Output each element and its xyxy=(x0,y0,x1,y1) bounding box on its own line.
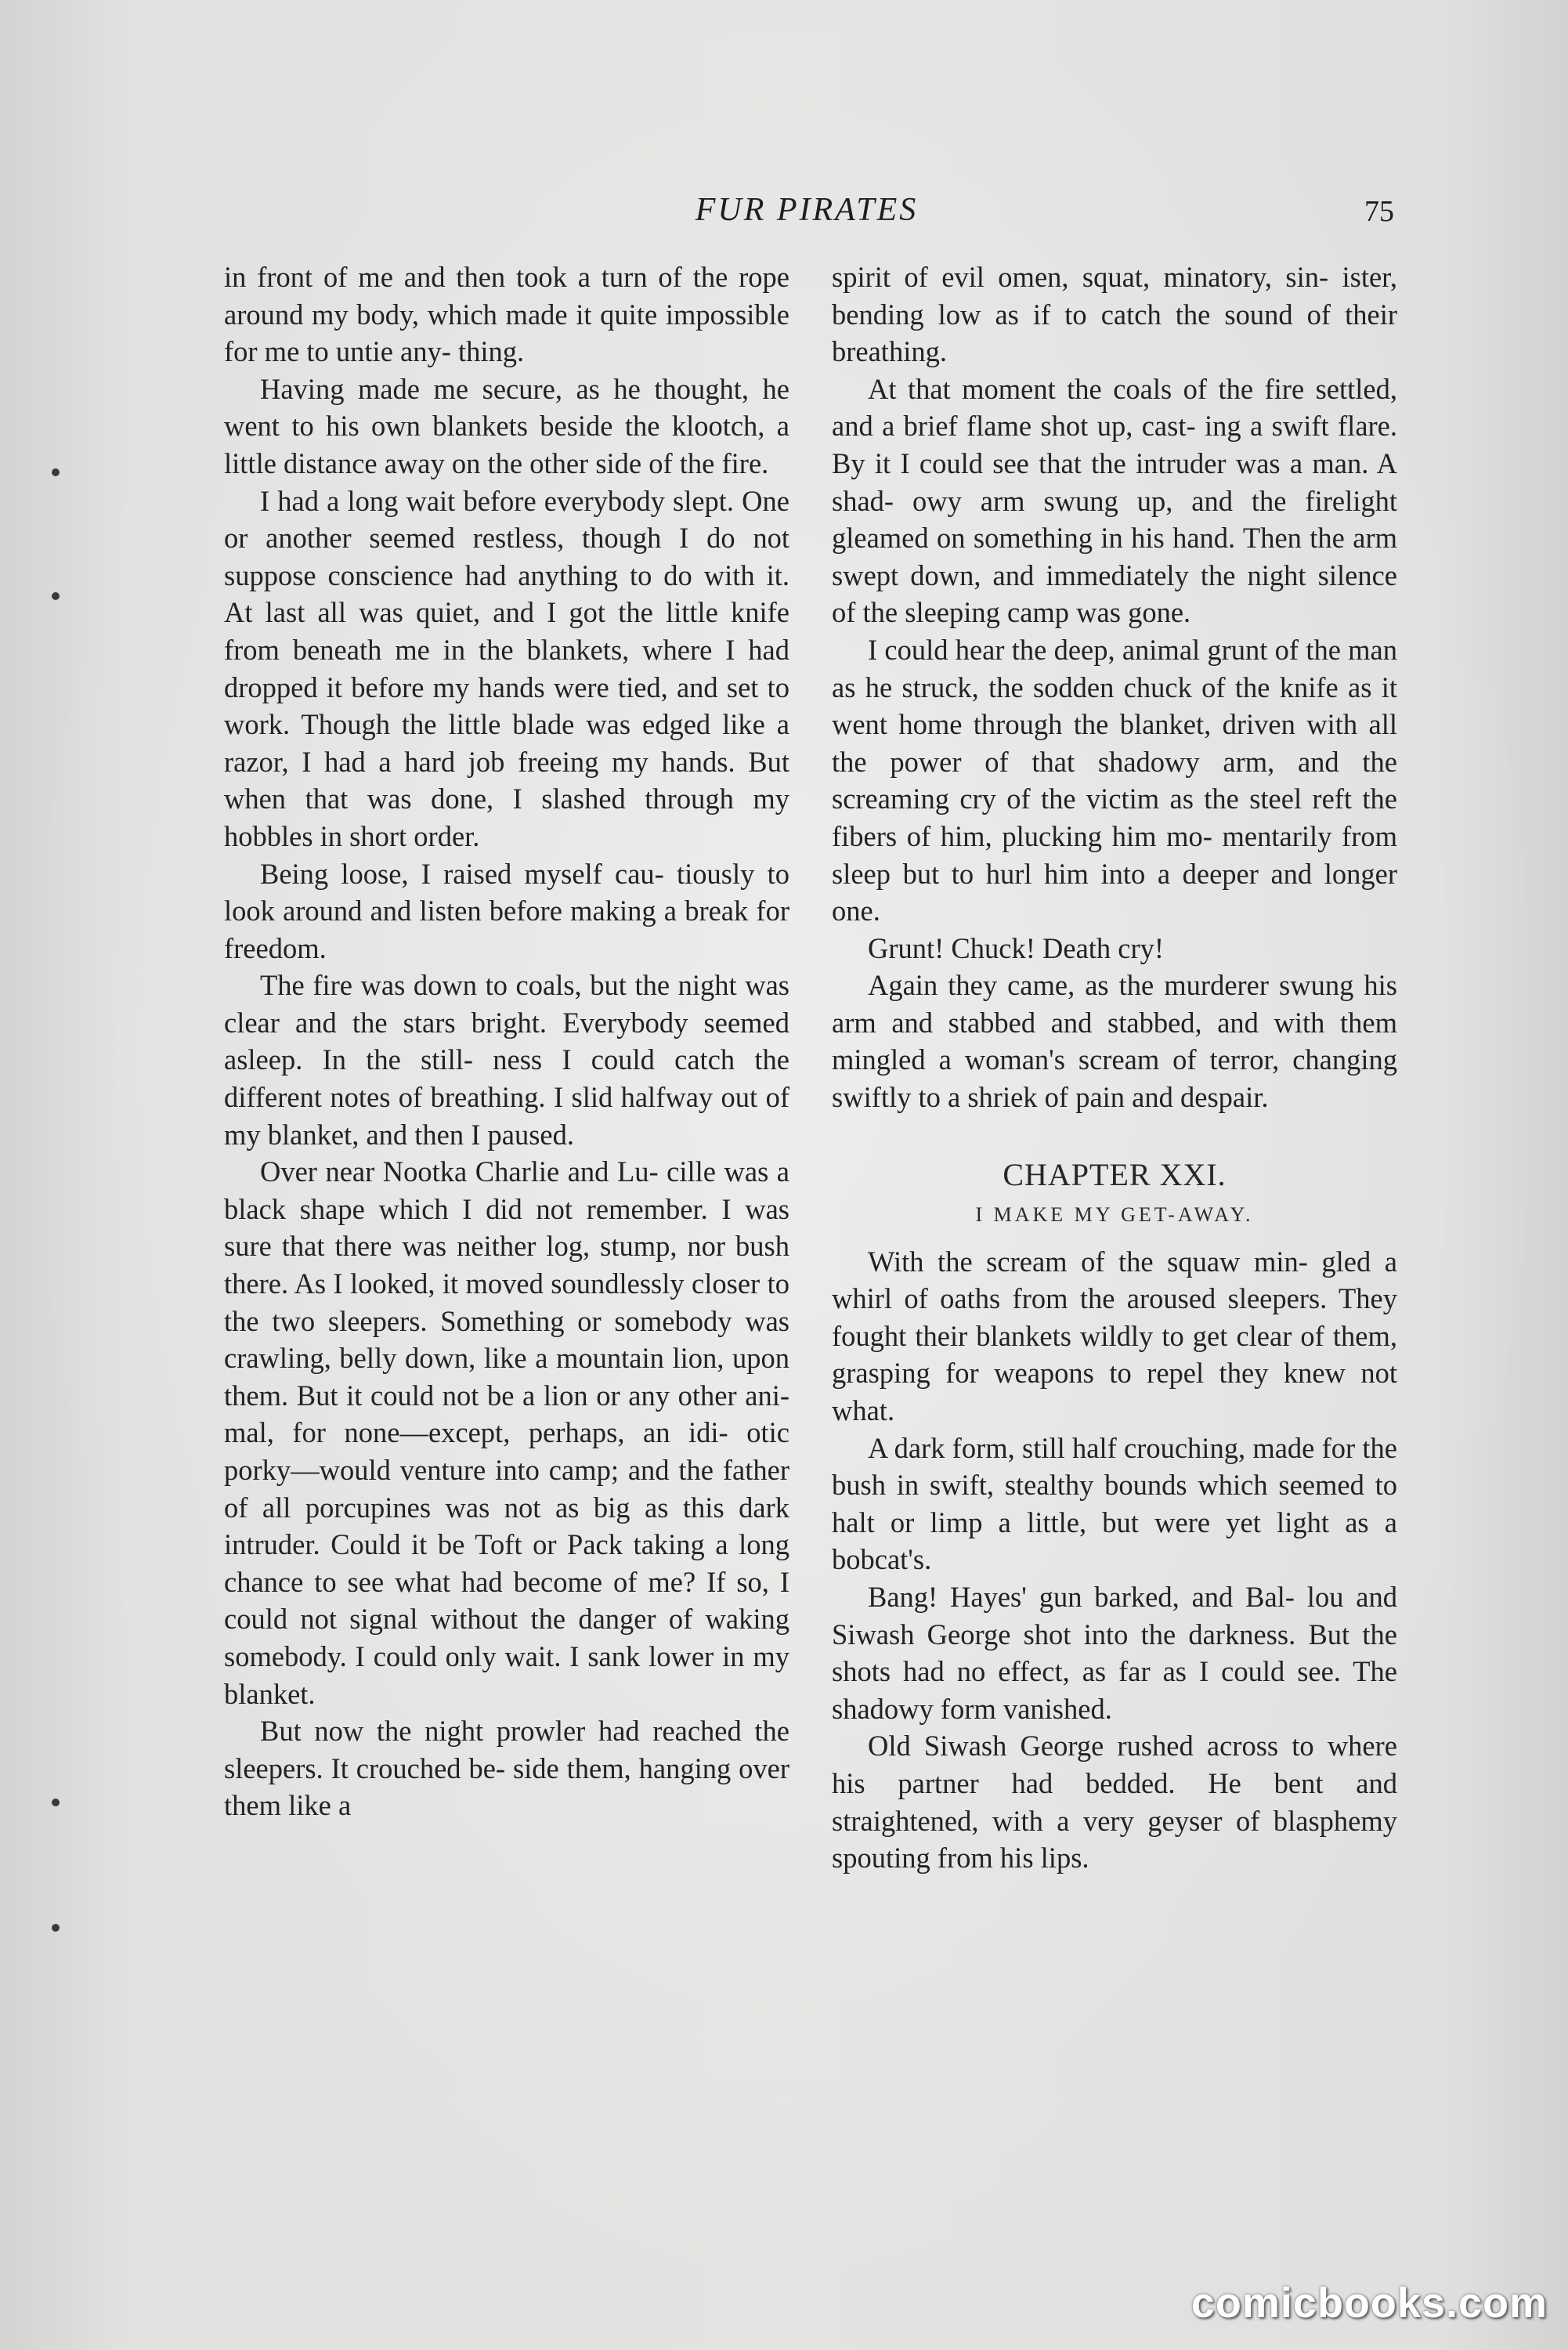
paragraph: in front of me and then took a turn of the rope around my body, which made it quite impossible for me to untie any- thing. xyxy=(224,261,789,368)
paragraph: spirit of evil omen, squat, minatory, sin- ister, bending low as if to catch the sound of their breathing. xyxy=(832,261,1397,368)
binding-hole xyxy=(52,592,60,600)
paragraph: The fire was down to coals, but the night was clear and the stars bright. Everybody seemed asleep. In the still- ness I could catch the different notes of breathing. I slid halfway out of my blanket, and then I paused. xyxy=(224,969,789,1151)
chapter-title: CHAPTER XXI. xyxy=(1003,1156,1227,1192)
paragraph: But now the night prowler had reached the sleepers. It crouched be- side them, hanging over them like a xyxy=(224,1715,789,1822)
paragraph: With the scream of the squaw min- gled a whirl of oaths from the aroused sleepers. They fought their blankets wildly to get clear of them, grasping for weapons to repel they knew not what. xyxy=(832,1245,1397,1427)
paragraph: Bang! Hayes' gun barked, and Bal- lou and Siwash George shot into the darkness. But the shots had no effect, as far as I could see. The shadowy form vanished. xyxy=(832,1581,1397,1725)
paragraph: Grunt! Chuck! Death cry! xyxy=(868,931,1165,964)
watermark-logo: comicbooks.com xyxy=(1190,2280,1548,2326)
running-head: FUR PIRATES xyxy=(695,192,919,228)
paragraph: Again they came, as the murderer swung his arm and stabbed and stabbed, and with them mingled a woman's scream of terror, changing swiftly to a shriek of pain and despair. xyxy=(832,969,1397,1114)
paragraph: Having made me secure, as he thought, he went to his own blankets beside the klootch, a little distance away on the other side of the fire. xyxy=(224,372,789,479)
paragraph: I had a long wait before everybody slept. One or another seemed restless, though I do not suppose conscience had anything to do with it. At last all was quiet, and I got the little knife from beneath me in the blankets, where I had dropped it before my hands were tied, and set to work. Though the little blade was edged like a razor, I had a hard job freeing my hands. But when that was done, I slashed through my hobbles in short order. xyxy=(224,484,789,852)
paragraph: A dark form, still half crouching, made for the bush in swift, stealthy bounds which seemed to halt or limp a little, but were yet light as a bobcat's. xyxy=(832,1431,1397,1576)
paragraph: I could hear the deep, animal grunt of the man as he struck, the sodden chuck of the knife as it went home through the blanket, driven with all the power of that shadowy arm, and the screaming cry of the victim as the steel reft the fibers of him, plucking him mo- mentarily from sleep but to hurl him into a deeper and longer one. xyxy=(832,633,1397,927)
chapter-subtitle: I MAKE MY GET-AWAY. xyxy=(975,1202,1254,1226)
binding-hole xyxy=(52,468,60,476)
paragraph: At that moment the coals of the fire settled, and a brief flame shot up, cast- ing a swift flare. By it I could see that the intruder was a man. A shad- owy arm swung up, and the firelight gleamed on something in his hand. Then the arm swept down, and immediately the night silence of the sleeping camp was gone. xyxy=(832,372,1397,629)
left-column xyxy=(224,258,789,1824)
paragraph: Being loose, I raised myself cau- tiously to look around and listen before making a break for freedom. xyxy=(224,857,789,964)
paragraph: Over near Nootka Charlie and Lu- cille was a black shape which I did not remember. I was sure that there was neither log, stump, nor bush there. As I looked, it moved soundlessly closer to the two sleepers. Something or somebody was crawling, belly down, like a mountain lion, upon them. But it could not be a lion or any other ani- mal, for none—except, perhaps, an idi- otic porky—would venture into camp; and the father of all porcupines was not as big as this dark intruder. Could it be Toft or Pack taking a long chance to see what had become of me? If so, I could not signal without the danger of waking somebody. I could only wait. I sank lower in my blanket. xyxy=(224,1155,789,1710)
paragraph: Old Siwash George rushed across to where his partner had bedded. He bent and straightened, with a very geyser of blasphemy spouting from his lips. xyxy=(832,1730,1397,1875)
binding-hole xyxy=(52,1799,60,1806)
page-number: 75 xyxy=(1364,195,1394,228)
binding-hole xyxy=(52,1924,60,1932)
right-column xyxy=(832,258,1397,1877)
